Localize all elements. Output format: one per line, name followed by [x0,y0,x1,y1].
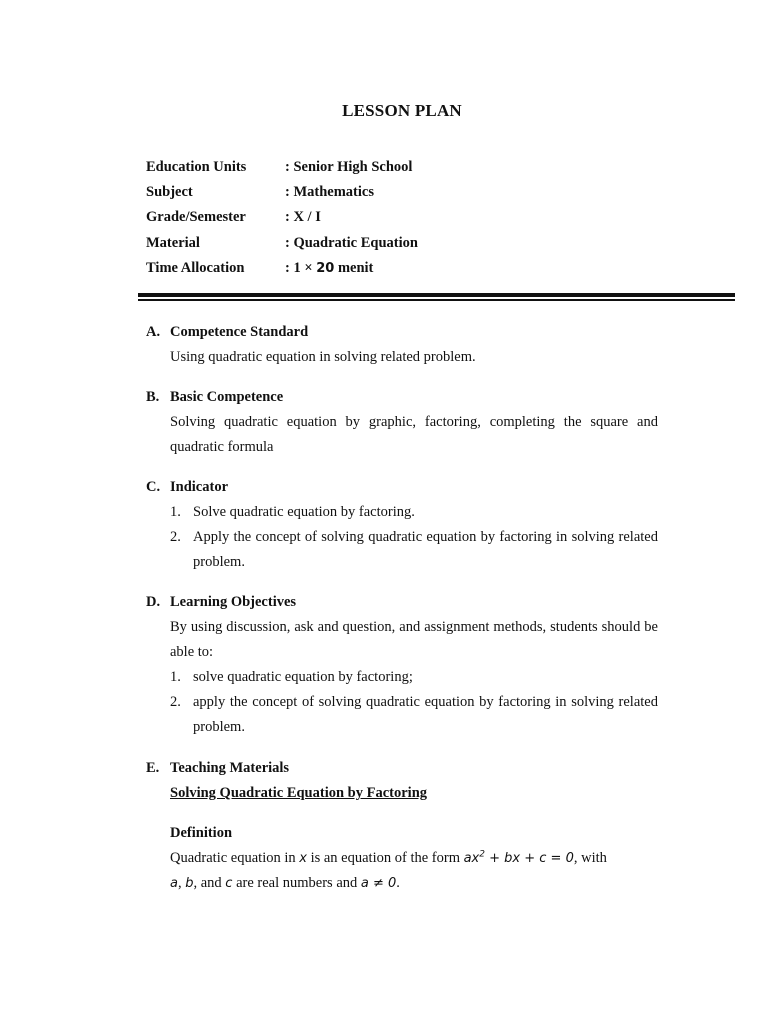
info-value: : Senior High School [285,159,413,175]
header-divider-thick [138,293,735,297]
info-value-prefix: : 1 × [285,259,317,276]
info-label: Grade/Semester [146,209,246,226]
section-competence-standard [146,320,658,370]
definition-heading: Definition [170,825,233,841]
math-var-a: a [170,876,178,891]
section-letter: C. [146,479,161,495]
section-title: Basic Competence [170,389,284,405]
list-text: Apply the concept of solving quadratic equation by factoring in solving related problem. [193,529,658,570]
list-item [170,500,658,525]
section-basic-competence [146,385,658,460]
math-var-x: x [299,851,307,866]
info-value: : Mathematics [285,184,374,201]
info-label: Time Allocation [146,259,245,276]
section-indicator [146,475,658,575]
info-value-number: 20 [316,260,335,276]
math-term: a [360,876,369,891]
info-row-material [146,231,418,256]
text-run: , with [573,850,607,866]
section-title: Teaching Materials [170,760,290,776]
section-intro: By using discussion, ask and question, and assignment methods, students should be able to: [170,619,658,660]
material-subheading: Solving Quadratic Equation by Factoring [170,785,428,801]
info-value: : X / I [285,209,321,226]
math-term: + bx + c [485,851,547,866]
math-exponent: 2 [479,849,485,860]
section-letter: B. [146,389,160,405]
info-label: Material [146,234,200,251]
info-row-subject [146,180,418,205]
section-letter: E. [146,760,160,776]
info-label: Education Units [146,159,247,175]
section-learning-objectives [146,590,658,740]
section-heading [146,590,658,615]
section-text: Using quadratic equation in solving related problem. [170,349,476,365]
list-number: 1. [170,669,181,685]
list-text: Solve quadratic equation by factoring. [193,504,415,520]
section-letter: D. [146,594,161,610]
header-divider-thin [138,299,735,301]
info-row-time-allocation [146,256,418,281]
text-run: Quadratic equation in [170,850,300,866]
list-number: 2. [170,694,181,710]
info-label: Subject [146,184,193,201]
info-row-education-units [146,155,418,180]
indicator-list [170,500,658,575]
section-title: Learning Objectives [170,594,297,610]
section-teaching-materials [146,756,658,896]
info-table [146,155,418,281]
info-value-suffix: menit [334,259,374,276]
section-heading [146,756,658,781]
text-run: is an equation of the form [306,850,464,866]
section-letter: A. [146,324,161,340]
objectives-list [170,665,658,740]
page-title: LESSON PLAN [342,101,462,120]
definition-text [170,846,658,896]
list-item [170,690,658,740]
section-text: Solving quadratic equation by graphic, factoring, completing the square and quadratic formula [170,414,658,455]
math-equation [464,851,574,866]
section-heading [146,320,658,345]
list-text: solve quadratic equation by factoring; [193,669,413,685]
text-run: . [396,875,400,891]
math-var-c: c [225,876,233,891]
section-heading [146,385,658,410]
text-run: , [177,875,186,891]
list-number: 2. [170,529,181,545]
text-run: are real numbers and [232,875,361,891]
math-term: ≠ 0 [368,876,397,891]
math-term: = 0 [546,851,574,866]
list-item [170,665,658,690]
list-number: 1. [170,504,181,520]
list-item [170,525,658,575]
math-var-b: b [185,876,194,891]
math-term: ax [463,851,480,866]
section-title: Competence Standard [170,324,309,340]
info-row-grade-semester [146,205,418,230]
math-condition [361,876,396,891]
info-value: : Quadratic Equation [285,234,418,251]
section-title: Indicator [170,479,228,495]
section-heading [146,475,658,500]
list-text: apply the concept of solving quadratic equation by factoring in solving related problem. [193,694,658,735]
text-run: , and [193,875,226,891]
